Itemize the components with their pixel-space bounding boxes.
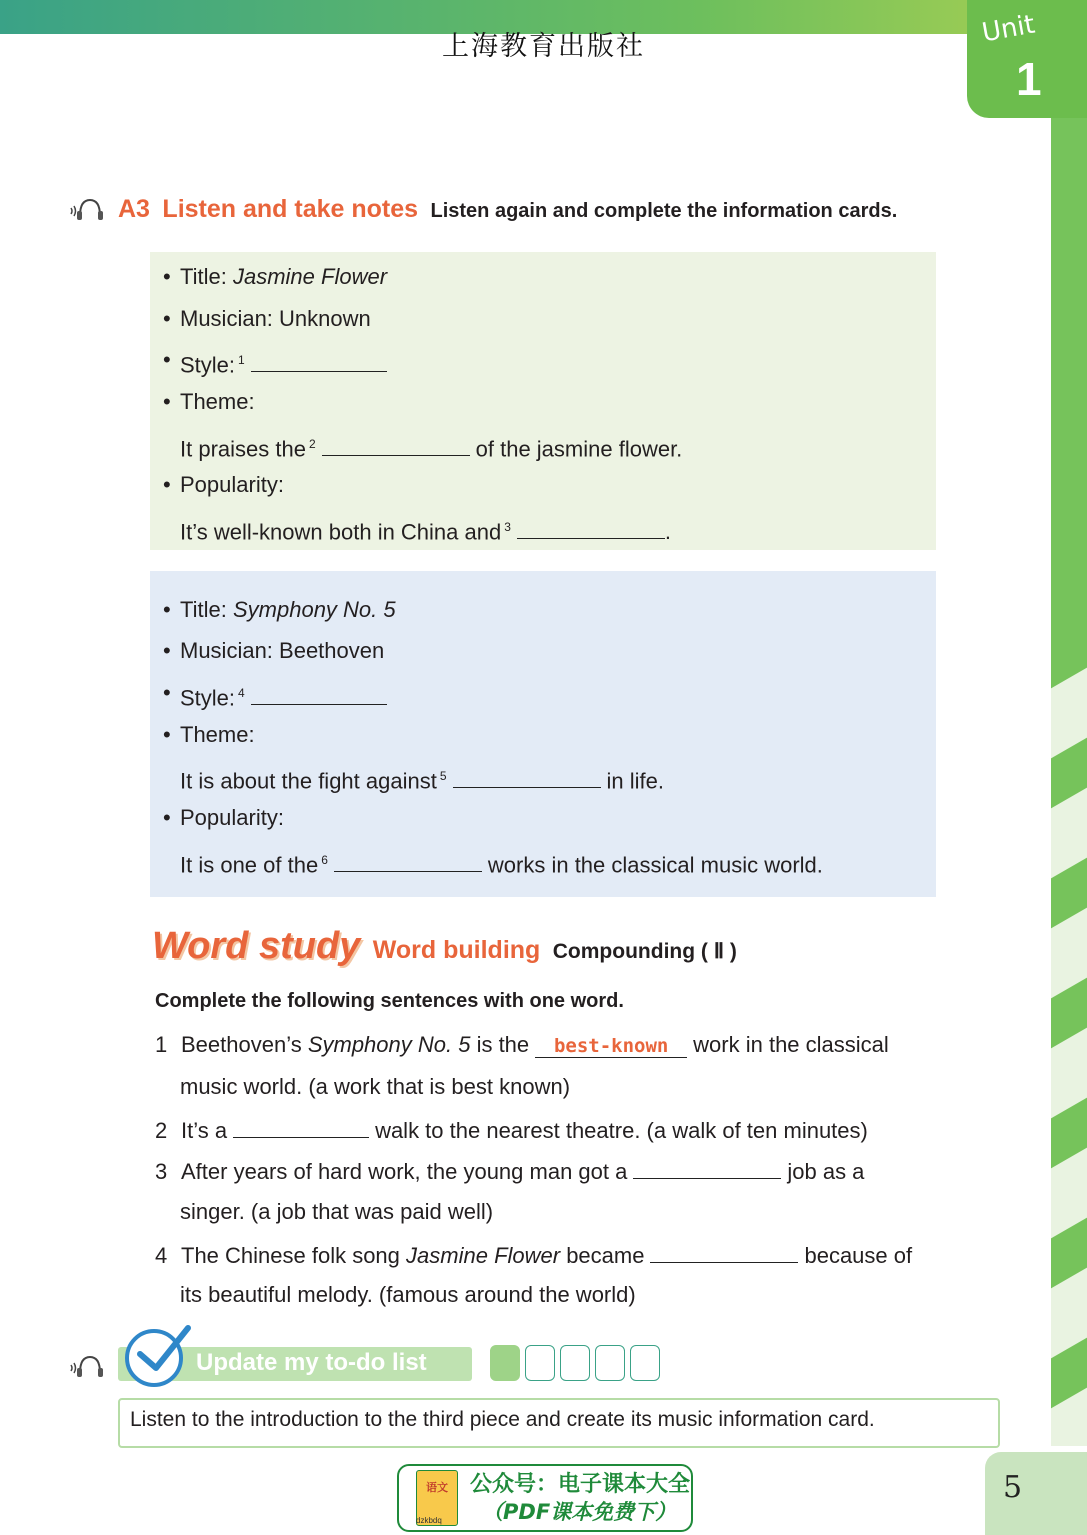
page-tab <box>985 1452 1087 1535</box>
progress-box-2[interactable] <box>525 1345 555 1381</box>
card1-popularity: It’s well-known both in China and $^3$ . <box>180 513 671 546</box>
task-text: Listen to the introduction to the third piece and create its music information card. <box>130 1408 875 1431</box>
bullet: • <box>163 680 171 705</box>
side-stripe <box>1051 118 1087 1446</box>
watermark-line2: （PDF课本免费下） <box>482 1500 677 1524</box>
blank-5[interactable] <box>453 765 601 788</box>
word-study-heading <box>152 925 737 968</box>
bullet: • <box>163 597 171 622</box>
section-a3-heading <box>118 195 897 224</box>
page-number: 5 <box>1003 1470 1023 1505</box>
bullet: • <box>163 722 171 747</box>
card2-popularity: It is one of the $^6$ works in the classical music world. <box>180 846 823 879</box>
card1-style: Style: $^1$ <box>180 346 393 379</box>
word-study-instruction: Complete the following sentences with one word. <box>155 990 624 1012</box>
word-study-logo: Word study <box>152 925 361 967</box>
blank-1[interactable] <box>251 349 387 372</box>
card2-musician: Musician: Beethoven <box>180 638 385 663</box>
book-icon-label: 语文 <box>426 1482 448 1494</box>
word-study-subtitle: Word building <box>372 936 541 964</box>
blank-ex2[interactable] <box>233 1115 369 1138</box>
exercise-1-line2: music world. (a work that is best known) <box>180 1074 571 1099</box>
blank-3[interactable] <box>517 516 665 539</box>
info-card-jasmine <box>150 252 936 550</box>
unit-number: 1 <box>1016 53 1042 105</box>
blank-ex4[interactable] <box>650 1240 798 1263</box>
publisher-name: 上海教育出版社 <box>442 31 645 62</box>
blank-ex3[interactable] <box>633 1156 781 1179</box>
card2-style: Style: $^4$ <box>180 679 393 712</box>
section-code: A3 <box>118 195 150 223</box>
bullet: • <box>163 389 171 414</box>
bullet: • <box>163 347 171 372</box>
headphones-icon[interactable] <box>70 1353 106 1379</box>
exercise-4-line2: its beautiful melody. (famous around the world) <box>180 1282 636 1307</box>
card1-title: Title: Jasmine Flower <box>180 264 388 289</box>
checkmark-tick-icon <box>130 1322 194 1376</box>
bullet: • <box>163 805 171 830</box>
progress-box-1[interactable] <box>490 1345 520 1381</box>
answer-1[interactable]: best-known <box>535 1035 687 1058</box>
progress-box-5[interactable] <box>630 1345 660 1381</box>
card1-popularity-label: Popularity: <box>180 472 284 497</box>
exercise-1: 1 Beethoven’s Symphony No. 5 is the best-known work in the classical <box>155 1032 889 1057</box>
card1-musician: Musician: Unknown <box>180 306 371 331</box>
exercise-3-line2: singer. (a job that was paid well) <box>180 1199 494 1224</box>
card2-title: Title: Symphony No. 5 <box>180 597 396 622</box>
headphones-icon[interactable] <box>70 196 106 222</box>
unit-label: Unit <box>979 9 1038 49</box>
blank-6[interactable] <box>334 849 482 872</box>
exercise-3: 3 After years of hard work, the young man got a job as a <box>155 1156 864 1186</box>
card1-theme: It praises the $^2$ of the jasmine flower. <box>180 430 682 463</box>
card2-theme-label: Theme: <box>180 722 255 747</box>
section-title: Listen and take notes <box>162 195 419 223</box>
bullet: • <box>163 638 171 663</box>
progress-box-4[interactable] <box>595 1345 625 1381</box>
todo-label: Update my to-do list <box>196 1349 427 1376</box>
card1-theme-label: Theme: <box>180 389 255 414</box>
exercise-2: 2 It’s a walk to the nearest theatre. (a walk of ten minutes) <box>155 1115 868 1145</box>
bullet: • <box>163 472 171 497</box>
bullet: • <box>163 306 171 331</box>
blank-2[interactable] <box>322 433 470 456</box>
card2-theme: It is about the fight against $^5$ in life. <box>180 762 664 795</box>
card2-popularity-label: Popularity: <box>180 805 284 830</box>
bullet: • <box>163 264 171 289</box>
exercise-4: 4 The Chinese folk song Jasmine Flower became because of <box>155 1240 912 1270</box>
progress-box-3[interactable] <box>560 1345 590 1381</box>
blank-4[interactable] <box>251 682 387 705</box>
section-instruction: Listen again and complete the information cards. <box>430 200 898 222</box>
word-study-topic: Compounding ( Ⅱ ) <box>552 940 737 963</box>
watermark-small-text: dzkbdq <box>416 1516 442 1525</box>
watermark-line1: 公众号：电子课本大全 <box>470 1472 691 1497</box>
